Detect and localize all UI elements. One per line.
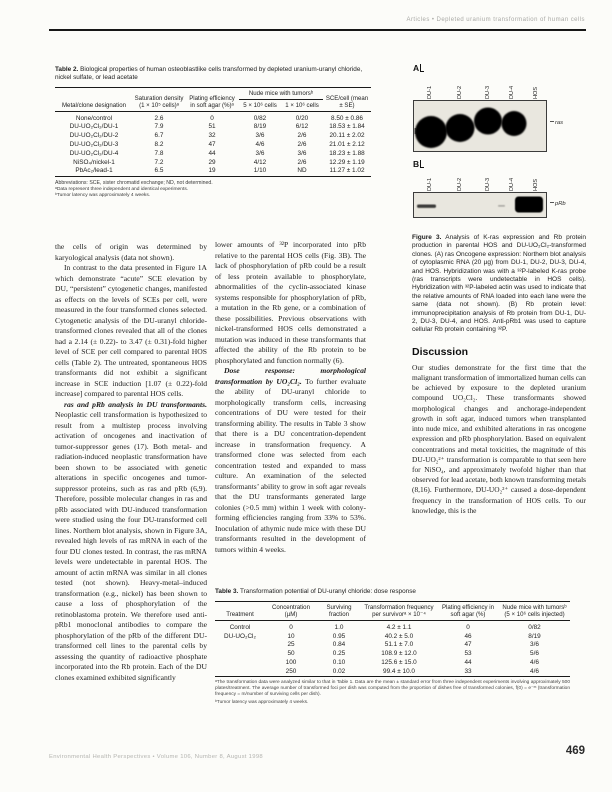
table2 xyxy=(55,66,371,200)
prb-band-label: pRb xyxy=(550,201,566,207)
panel-bracket xyxy=(420,160,424,168)
table2-header-metal: Metal/clone designation xyxy=(61,101,127,109)
table3-row: 25 0.84 51.1 ± 7.0 47 3/6 xyxy=(287,641,539,649)
panel-a-label: A xyxy=(413,63,424,73)
body-column-1 xyxy=(55,242,207,683)
table3-header-nude: Nude mice with tumorsᵇ (5 × 10⁶ cells injected) xyxy=(502,603,567,619)
lane-label: DU-2 xyxy=(457,85,463,99)
table3-header-frequency: Transformation frequency per survivorᵃ × 10⁻⁴ xyxy=(364,603,434,619)
table2-footnote: ᵇTumor latency was approximately 4 weeks. xyxy=(55,193,151,199)
lane-label: DU-4 xyxy=(509,177,515,191)
figure3-panel-b-header xyxy=(412,158,586,192)
table3-row: 250 0.02 99.4 ± 10.0 33 4/6 xyxy=(285,667,539,675)
northern-blot-image xyxy=(413,100,547,152)
figure3-caption-text: Analysis of K-ras expression and Rb protein production in parental HOS and DU-UO₂Cl₂-transformed clones. (A) ras Oncogene expression: Northern blot analysis of cytoplasmic RNA (20 µg) from DU-1, DU-2, DU-3, DU-4, and HOS. Hybridization was with a ³²P-labeled K-ras probe (ras transcripts were undetectable in HOS cells). Hybridization with ³²P-labeled actin was used to indicate that the relative amounts of RNA loaded into each lane were the same (data not shown). (B) Rb protein level: immunoprecipitation analysis of Rb protein from DU-1, DU-2, DU-3, DU-4, and HOS. Anti-pRb1 was used to capture cellular Rb protein containing ³²P. xyxy=(412,234,586,334)
ras-band-label: ras xyxy=(550,120,563,126)
table2-header-sce: SCE/cell (mean ± SE) xyxy=(325,94,369,109)
table3-row: 50 0.25 108.9 ± 12.0 53 5/6 xyxy=(287,650,539,658)
paragraph: In contrast to the data presented in Figure 1A which demonstrate “acute” SCE elevation by DU, “persistent” cytogenetic changes, manifested as effects on the levels of SCEs per cell, were measured in the four transformed clones selected. Cytogenetic analysis of the DU-uranyl chloride-transformed clones revealed that all of the clones had a 2.14 (± 0.22)- to 3.47 (± 0.31)-fold higher level of SCE per cell compared to parental HOS cells (Table 2). The untreated, spontaneous HOS transformants did not exhibit a significant increase in SCE induction [1.07 (± 0.22)-fold increase] compared to parental HOS cells. xyxy=(55,263,207,398)
table2-footnote: ᵃData represent three independent and identical experiments. xyxy=(55,186,189,192)
figure3 xyxy=(412,62,586,516)
table3-title xyxy=(215,588,570,596)
figure3-caption xyxy=(412,234,586,335)
lane-label: DU-2 xyxy=(457,177,463,191)
page-number: 469 xyxy=(565,745,585,757)
table2-header-nude5: 5 × 10⁶ cells xyxy=(243,101,277,109)
figure3-panel-a-header xyxy=(412,62,586,100)
runin-heading: Dose response: morphological transformation by UO₂Cl₂. xyxy=(215,366,366,386)
band-tick xyxy=(550,121,554,122)
table2-grid xyxy=(55,87,371,177)
table3-footnote: ᵇTumor latency was approximately 4 weeks. xyxy=(215,700,309,706)
table3-grid xyxy=(215,601,570,677)
table2-header-saturation: Saturation density (1 × 10⁵ cells)ᵃ xyxy=(134,94,184,109)
table3-row: 100 0.10 125.6 ± 15.0 44 4/6 xyxy=(285,659,539,667)
blot-a-wrap xyxy=(412,100,586,152)
kras-blot-svg xyxy=(414,101,546,151)
paragraph xyxy=(55,400,207,684)
table2-title-label: Table 2. xyxy=(55,66,79,73)
table2-title-text: Biological properties of human osteoblastlike cells transformed by depleted uranium-uranyl chloride, nickel sulfate, or lead acetate xyxy=(55,66,363,81)
panel-b-label: B xyxy=(413,159,424,169)
lane-label: HOS xyxy=(533,86,539,99)
table2-header-nude1: 1 × 10⁶ cells xyxy=(285,101,319,109)
discussion-heading: Discussion xyxy=(412,345,469,358)
table2-row: NiSO₄/nickel-1 7.2 29 4/12 2/6 12.29 ± 1.19 xyxy=(73,158,365,166)
body-column-2 xyxy=(215,240,366,555)
running-head: Articles • Depleted uranium transformation of human cells xyxy=(406,17,585,23)
table3-footnote: ᵃThe transformation data were analyzed similar to that in Table 1. Data are the mean ± standard error from three independent experiments involving approximately 500 plates/treatment. The average number of transformed foci per dish was computed from the proportion of dishes free of transformed colonies, f(0) = e⁻ᵐ (transformation frequency = m/number of surviving cells per dish). xyxy=(215,679,570,697)
lane-label: DU-1 xyxy=(427,85,433,99)
table2-row: DU-UO₂Cl₂/DU-3 8.2 47 4/6 2/6 21.01 ± 2.12 xyxy=(69,141,365,149)
table2-footnote: Abbreviations: SCE, sister chromatid exchange; ND, not determined. xyxy=(55,179,213,186)
footer-journal-line: Environmental Health Perspectives • Volume 106, Number 8, August 1998 xyxy=(49,754,263,760)
lane-label: DU-3 xyxy=(485,85,491,99)
table2-title xyxy=(55,66,371,82)
paragraph: the cells of origin was determined by karyological analysis (data not shown). xyxy=(55,242,207,262)
table3-header-surviving: Surviving fraction xyxy=(326,603,352,619)
table2-row: None/control 2.6 0 0/82 0/20 8.50 ± 0.86 xyxy=(75,114,363,122)
paragraph-text: Neoplastic cell transformation is hypothesized to result from a multistep process involving activation of oncogenes and inactivation of tumor-suppressor genes (17). Both metal- and radiation-induced neoplastic transformation have been shown to be associated with genetic alterations in specific oncogenes and tumor-suppressor proteins, such as ras and pRb (6,9). Therefore, possible molecular changes in ras and pRb associated with DU-induced transformation were studied using the four DU-transformed cell lines. Northern blot analysis, shown in Figure 3A, revealed high levels of ras mRNA in each of the four DU clones tested. In contrast, the ras mRNA levels were undetectable in parental HOS. The amount of actin mRNA was similar in all clones tested (not shown). Heavy-metal–induced transformation (e.g., nickel) has been shown to cause a loss of phosphorylation of the retinoblastoma protein. We therefore used anti-pRb1 monoclonal antibodies to compare the phosphorylation of the pRb of the different DU-transformed cell lines to the parental cells by assessing the quantity of radioactive phosphate incorporated into the Rb protein. Each of the DU clones examined exhibited significantly xyxy=(55,410,207,682)
table2-row: PbAc₂/lead-1 6.5 19 1/10 ND 11.27 ± 1.02 xyxy=(75,167,365,175)
table2-row: DU-UO₂Cl₂/DU-4 7.8 44 3/6 3/6 18.23 ± 1.88 xyxy=(69,149,365,157)
paragraph-text: To further evaluate the ability of DU-uranyl chloride to morphologically transform cells, increasing concentrations of DU were tested for their transforming ability. The results in Table 3 show that there is a DU concentration-dependent increase in transformation frequency. A transformed clone was selected from each concentration tested and expanded to mass culture. An examination of the selected transformants’ ability to grow in soft agar reveals that the DU transformants generated large colonies (>0.5 mm) within 1 week with colony-forming efficiencies ranging from 33% to 53%. Inoculation of athymic nude mice with these DU transformants resulted in the development of tumors within 4 weeks. xyxy=(215,376,366,554)
table3-header-plating: Plating efficiency in soft agar (%) xyxy=(441,603,495,619)
table3 xyxy=(215,588,570,706)
table3-title-label: Table 3. xyxy=(215,588,239,595)
prb-blot-svg xyxy=(414,193,546,217)
runin-heading: ras and pRb analysis in DU transformants. xyxy=(64,399,207,409)
paragraph: lower amounts of ³²P incorporated into pRb relative to the parental HOS cells (Fig. 3B). The lack of phosphorylation of pRb could be a result of less protein available to phosphorylate, abnormalities of the cyclin-associated kinase systems responsible for phosphorylation of pRb, a mutation in the Rb gene, or a combination of these possibilities. Previous observations with nickel-transformed HOS cells demonstrated a mutation was induced in these transformants that affected the ability of the Rb protein to be phosphorylated and function normally (6). xyxy=(215,240,366,365)
table3-row: DU-UO₂Cl₂ 10 0.95 40.2 ± 5.0 46 8/19 xyxy=(224,632,541,640)
lane-label: DU-3 xyxy=(485,177,491,191)
header-rule xyxy=(49,29,586,31)
discussion-paragraph: Our studies demonstrate for the first time that the malignant transformation of immortalized human cells can be achieved by exposure to the depleted uranium compound UO₂Cl₂. These transformants showed morphological changes and anchorage-independent growth in soft agar, induced tumors when transplanted into nude mice, and exhibited alterations in ras oncogene expression and pRb phosphorylation. Based on equivalent concentrations and metal toxicities, the magnitude of this DU-UO₂²⁺ transformation is comparable to that seen here for NiSO₄, and approximately twofold higher than that observed for lead acetate, both known transforming metals (8,16). Furthermore, DU-UO₂²⁺ caused a dose-dependent frequency in the transformation of HOS cells. To our knowledge, this is the xyxy=(412,362,586,515)
panel-bracket xyxy=(420,64,424,72)
table3-title-text: Transformation potential of DU-uranyl chloride: dose response xyxy=(240,588,416,595)
band-tick xyxy=(550,202,554,203)
lane-label: DU-1 xyxy=(427,177,433,191)
table3-row: Control 0 1.0 4.2 ± 1.1 0 0/82 xyxy=(229,623,541,631)
lane-label: DU-4 xyxy=(509,85,515,99)
lane-label: HOS xyxy=(533,178,539,191)
figure3-caption-label: Figure 3. xyxy=(412,234,442,241)
table3-header-concentration: Concentration (µM) xyxy=(272,603,310,619)
paragraph xyxy=(215,366,366,555)
table2-header-plating: Plating efficiency in soft agar (%)ᵃ xyxy=(189,94,235,109)
table2-header-nude-group: Nude mice with tumorsᵇ xyxy=(239,87,323,99)
table3-header-treatment: Treatment xyxy=(226,611,254,619)
blot-b-wrap xyxy=(412,192,586,218)
immunoprecipitation-blot-image xyxy=(413,192,547,218)
table2-row: DU-UO₂Cl₂/DU-2 6.7 32 3/6 2/6 20.11 ± 2.02 xyxy=(69,132,365,140)
table2-row: DU-UO₂Cl₂/DU-1 7.9 51 8/19 6/12 18.53 ± 1.84 xyxy=(69,123,365,131)
